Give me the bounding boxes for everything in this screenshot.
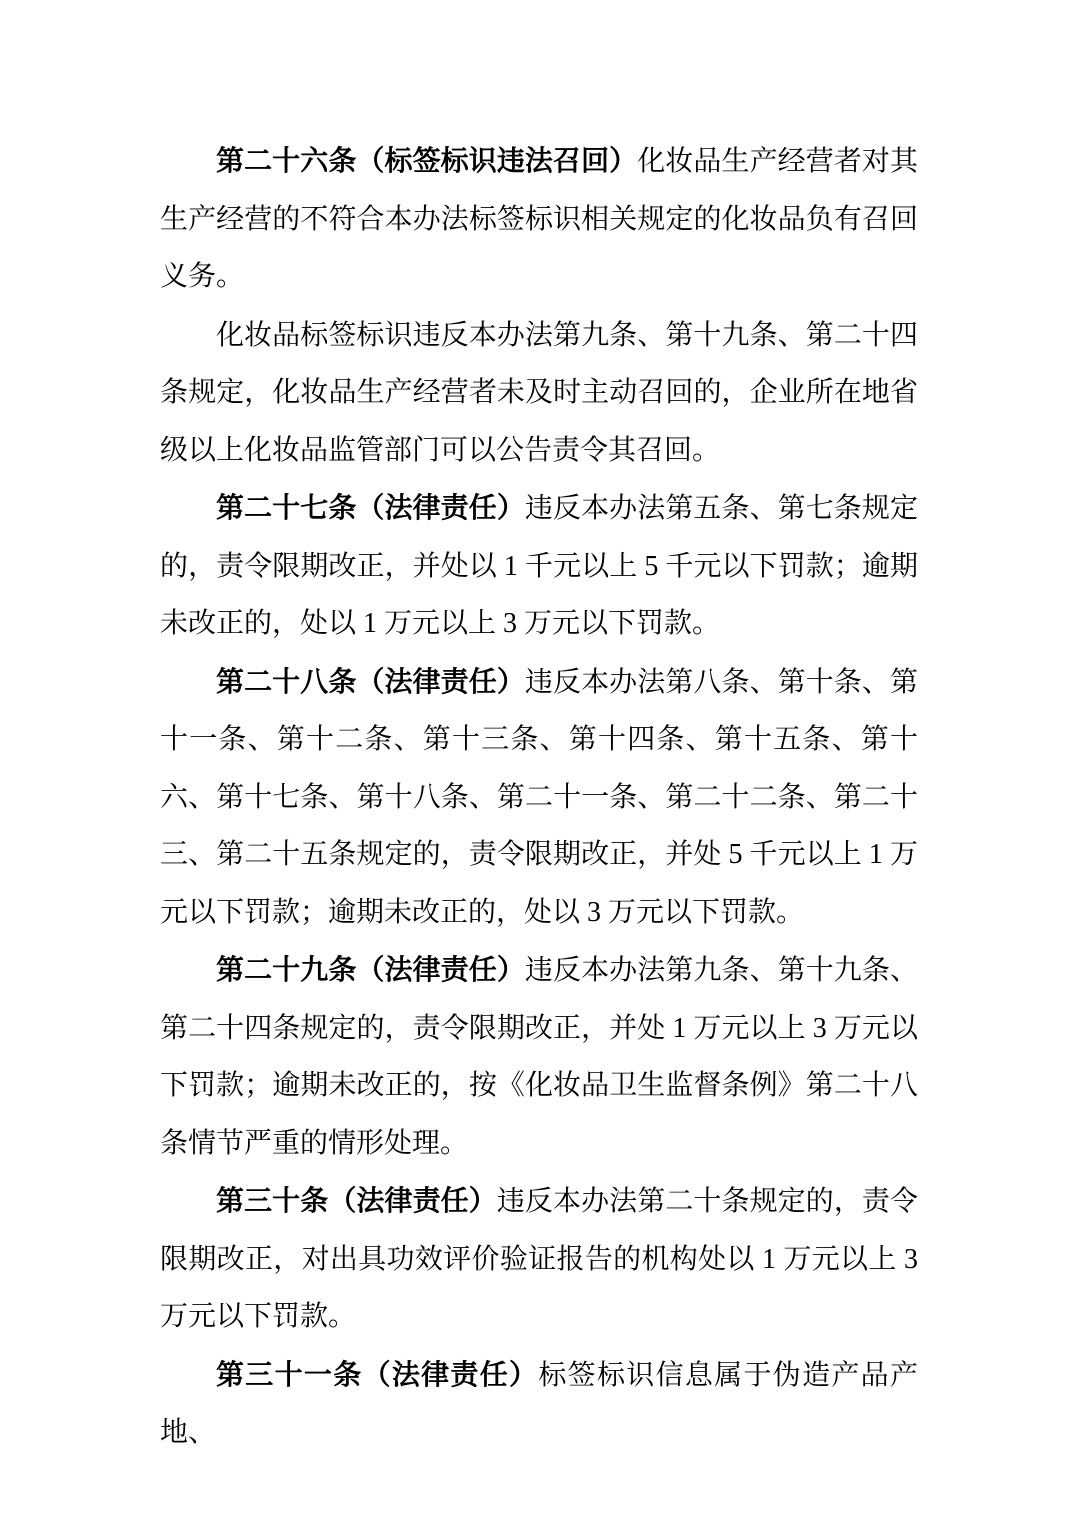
article-30-heading: 第三十条（法律责任） — [216, 1185, 497, 1216]
paragraph-article-29 — [160, 941, 918, 1172]
article-27-heading: 第二十七条（法律责任） — [216, 492, 525, 523]
paragraph-article-26-clause-2 — [160, 306, 918, 480]
paragraph-article-31 — [160, 1346, 918, 1462]
paragraph-article-28 — [160, 653, 918, 942]
document-text-block — [160, 132, 918, 1462]
article-26-heading: 第二十六条（标签标识违法召回） — [216, 145, 638, 176]
article-30-body: 违反本办法第二十条规定的，责令限期改正，对出具功效评价验证报告的机构处以 1 万元以上 3 万元以下罚款。 — [160, 1186, 918, 1332]
paragraph-article-30 — [160, 1172, 918, 1346]
article-26-clause-2-body: 化妆品标签标识违反本办法第九条、第十九条、第二十四条规定，化妆品生产经营者未及时主动召回的，企业所在地省级以上化妆品监管部门可以公告责令其召回。 — [160, 319, 918, 466]
paragraph-article-27 — [160, 479, 918, 653]
article-31-body: 标签标识信息属于伪造产品产地、 — [160, 1359, 918, 1448]
article-29-heading: 第二十九条（法律责任） — [216, 954, 525, 985]
article-27-body: 违反本办法第五条、第七条规定的，责令限期改正，并处以 1 千元以上 5 千元以下罚款；逾期未改正的，处以 1 万元以上 3 万元以下罚款。 — [160, 493, 918, 639]
article-28-heading: 第二十八条（法律责任） — [216, 665, 525, 697]
article-29-body: 违反本办法第九条、第十九条、第二十四条规定的，责令限期改正，并处 1 万元以上 3 万元以下罚款；逾期未改正的，按《化妆品卫生监督条例》第二十八条情节严重的情形处理。 — [160, 955, 918, 1159]
article-31-heading: 第三十一条（法律责任） — [216, 1358, 539, 1390]
article-26-body: 化妆品生产经营者对其生产经营的不符合本办法标签标识相关规定的化妆品负有召回义务。 — [160, 146, 918, 292]
paragraph-article-26 — [160, 132, 918, 306]
article-28-body: 违反本办法第八条、第十条、第十一条、第十二条、第十三条、第十四条、第十五条、第十六、第十七条、第十八条、第二十一条、第二十二条、第二十三、第二十五条规定的，责令限期改正，并处 5 千元以上 1 万元以下罚款；逾期未改正的，处以 3 万元以下罚款。 — [160, 666, 918, 928]
